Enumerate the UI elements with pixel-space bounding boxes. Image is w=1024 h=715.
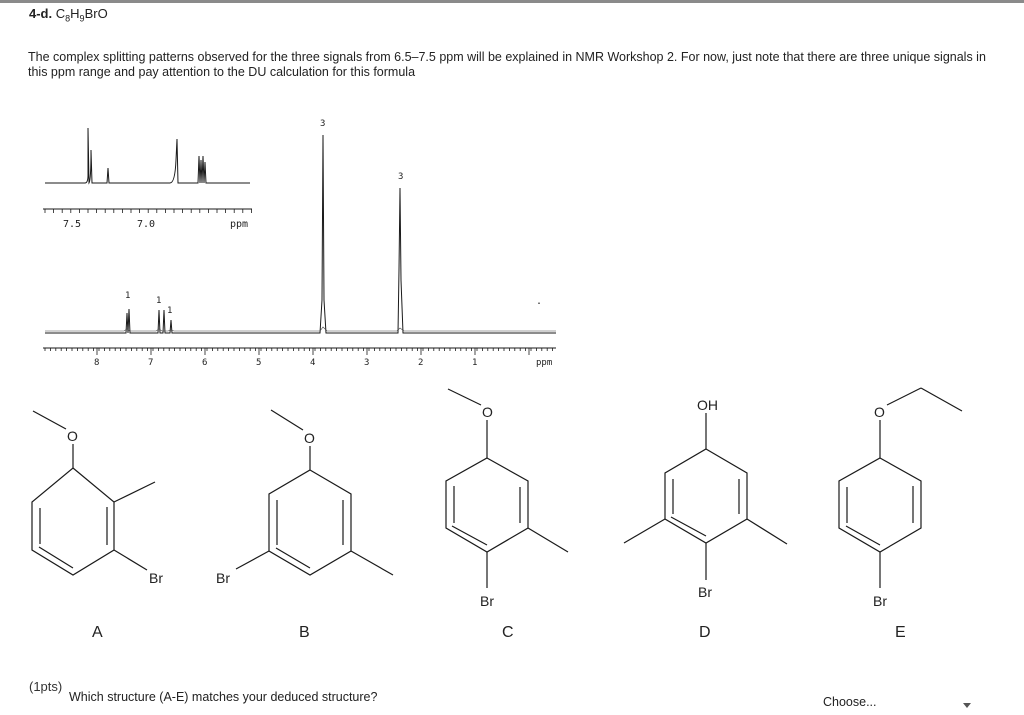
main-tick-label: 8 <box>94 358 100 368</box>
atom-label-br: Br <box>698 584 712 600</box>
main-tick-label: 6 <box>202 358 208 368</box>
structure-a <box>32 411 155 575</box>
structure-label-e: E <box>895 624 906 641</box>
integration-label: 1 <box>125 291 131 301</box>
atom-label-br: Br <box>873 593 887 609</box>
question-number: 4-d. <box>29 6 53 21</box>
atom-label-br: Br <box>149 570 163 586</box>
chevron-down-icon[interactable] <box>963 703 971 708</box>
integration-label: 3 <box>398 172 404 182</box>
inset-unit-label: ppm <box>230 219 249 230</box>
main-tick-label: 4 <box>310 358 316 368</box>
structure-d <box>624 413 787 580</box>
structure-drawings <box>32 388 962 588</box>
main-unit-label: ppm <box>536 358 553 368</box>
integration-label: 1 <box>167 306 173 316</box>
atom-label-br: Br <box>480 593 494 609</box>
atom-label-o: O <box>304 430 315 446</box>
answer-select-placeholder: Choose... <box>823 695 877 709</box>
answer-select[interactable] <box>814 690 980 714</box>
atom-label-o: O <box>67 428 78 444</box>
atom-label-o: O <box>482 404 493 420</box>
main-tick-label: 7 <box>148 358 154 368</box>
integration-label: 1 <box>156 296 162 306</box>
inset-tick-label: 7.0 <box>137 219 156 230</box>
molecular-formula: $C_8H_9BrO$ <box>55 6 108 24</box>
inset-spectrum-trace <box>45 128 250 183</box>
main-tick-label: 2 <box>418 358 424 368</box>
main-tick-label: 3 <box>364 358 370 368</box>
stray-dot: . <box>536 296 543 307</box>
structure-label-c: C <box>502 624 514 641</box>
question-prompt: Which structure (A-E) matches your deduced structure? <box>69 690 378 704</box>
main-spectrum-trace <box>45 135 556 333</box>
atom-label-oh: OH <box>697 397 718 413</box>
integration-label: 3 <box>320 119 326 129</box>
structure-label-b: B <box>299 624 310 641</box>
question-description: The complex splitting patterns observed for the three signals from 6.5–7.5 ppm will be explained in NMR Workshop 2. For now, just note that there are three unique signals in this ppm range and pay attention to the DU calculation for this formula <box>28 50 986 79</box>
main-tick-label: 1 <box>472 358 478 368</box>
points-label: (1pts) <box>29 679 63 694</box>
integration-curve <box>45 327 556 331</box>
structure-label-a: A <box>92 624 103 641</box>
inset-tick-label: 7.5 <box>63 219 82 230</box>
structure-e <box>839 388 962 588</box>
atom-label-br: Br <box>216 570 230 586</box>
atom-label-o: O <box>874 404 885 420</box>
main-tick-label: 5 <box>256 358 262 368</box>
structure-c <box>446 389 568 588</box>
structure-label-d: D <box>699 624 711 641</box>
